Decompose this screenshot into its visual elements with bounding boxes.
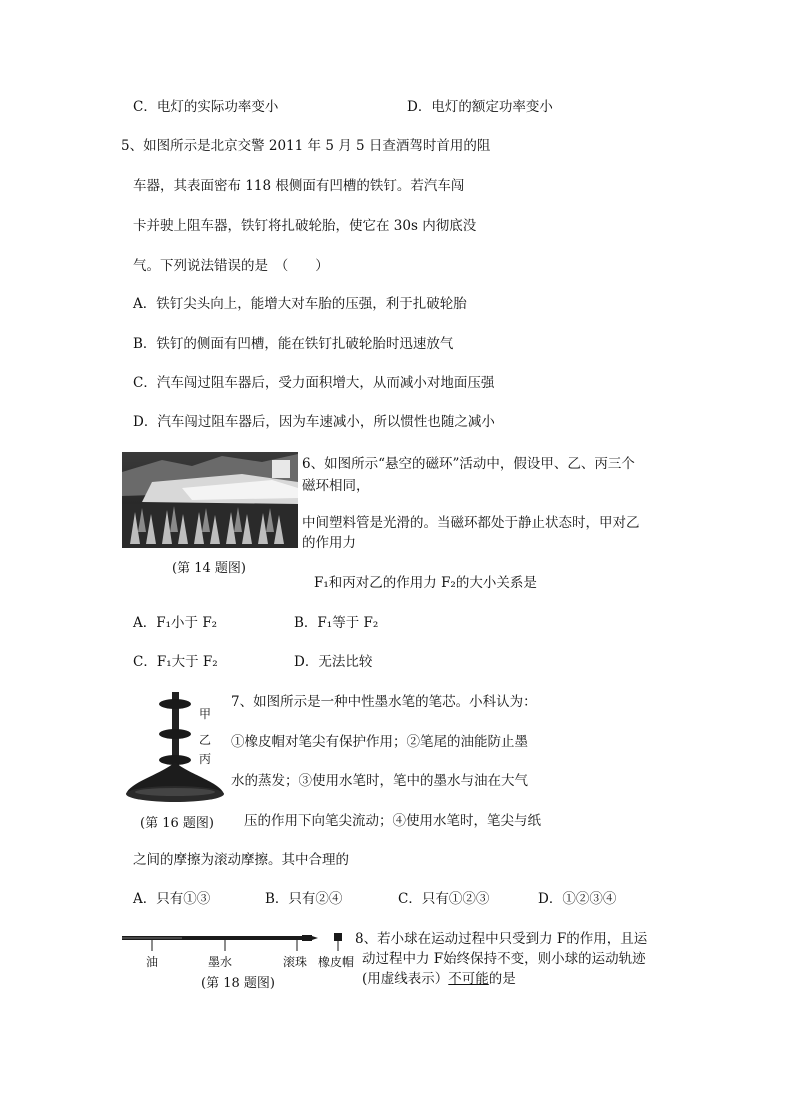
q5-option-a: A．铁钉尖头向上，能增大对车胎的压强，利于扎破轮胎 <box>133 296 467 312</box>
q6-option-c: C．F₁大于 F₂ <box>133 654 218 670</box>
q8-stem-line-3 <box>362 970 516 988</box>
q8-stem-line-1: 8、若小球在运动过程中只受到力 F的作用，且运 <box>355 931 648 947</box>
q5-stem-line-3: 卡并驶上阻车器，铁钉将扎破轮胎，使它在 30s 内彻底没 <box>133 218 477 234</box>
q6-stem-line-5: F₁和丙对乙的作用力 F₂的大小关系是 <box>314 575 537 591</box>
pen-label-oil: 油 <box>146 955 159 969</box>
q8-stem-line-2: 动过程中力 F始终保持不变，则小球的运动轨迹 <box>362 951 646 967</box>
q7-stem-line-3: 水的蒸发；③使用水笔时，笔中的墨水与油在大气 <box>231 773 528 789</box>
spike-strip-photo <box>122 452 298 548</box>
pen-label-ink: 墨水 <box>208 955 233 969</box>
ring-label-yi: 乙 <box>199 733 212 747</box>
q6-figure-caption: (第 14 题图) <box>172 561 246 576</box>
magnetic-rings-figure <box>122 690 232 808</box>
ring-label-jia: 甲 <box>199 707 212 721</box>
pen-label-rubber-cap: 橡皮帽 <box>318 955 355 969</box>
q8-line3-underlined: 不可能 <box>448 971 489 987</box>
q6-stem-line-1: 6、如图所示“悬空的磁环”活动中，假设甲、乙、丙三个 <box>302 456 635 472</box>
q7-stem-line-2: ①橡皮帽对笔尖有保护作用；②笔尾的油能防止墨 <box>231 734 528 750</box>
q7-option-a: A．只有①③ <box>133 891 211 907</box>
q5-stem-line-1: 5、如图所示是北京交警 2011 年 5 月 5 日查酒驾时首用的阻 <box>121 138 491 154</box>
q5-option-c: C．汽车闯过阻车器后，受力面积增大，从而减小对地面压强 <box>133 375 495 391</box>
q5-stem-line-4: 气。下列说法错误的是 （ ） <box>133 258 329 274</box>
q5-option-b: B．铁钉的侧面有凹槽，能在铁钉扎破轮胎时迅速放气 <box>133 336 454 352</box>
q6-option-d: D．无法比较 <box>294 654 373 670</box>
q4-option-c: C．电灯的实际功率变小 <box>133 99 279 115</box>
q8-line3-suffix: 的是 <box>488 971 516 987</box>
ring-label-bing: 丙 <box>199 752 212 766</box>
q7-stem-line-4: 压的作用下向笔尖流动；④使用水笔时，笔尖与纸 <box>244 813 541 829</box>
q6-stem-line-2: 磁环相同， <box>302 478 370 494</box>
q5-stem-line-2: 车器，其表面密布 118 根侧面有凹槽的铁钉。若汽车闯 <box>133 178 465 194</box>
q7-stem-line-5: 之间的摩擦为滚动摩擦。其中合理的 <box>133 852 349 868</box>
q6-option-a: A．F₁小于 F₂ <box>133 615 218 631</box>
q6-option-b: B．F₁等于 F₂ <box>294 615 379 631</box>
q4-option-d: D．电灯的额定功率变小 <box>407 99 553 115</box>
q6-stem-line-4: 的作用力 <box>302 535 356 551</box>
q6-stem-line-3: 中间塑料管是光滑的。当磁环都处于静止状态时，甲对乙 <box>302 515 640 531</box>
q7-option-b: B．只有②④ <box>265 891 343 907</box>
q7-figure-caption: (第 16 题图) <box>140 816 214 831</box>
q8-figure-caption: (第 18 题图) <box>201 976 275 991</box>
pen-label-ball: 滚珠 <box>283 955 308 969</box>
q8-line3-prefix: (用虚线表示） <box>362 971 449 987</box>
q5-option-d: D．汽车闯过阻车器后，因为车速减小，所以惯性也随之减小 <box>133 414 495 430</box>
q7-option-d: D．①②③④ <box>538 891 617 907</box>
q7-option-c: C．只有①②③ <box>398 891 490 907</box>
q7-stem-line-1: 7、如图所示是一种中性墨水笔的笔芯。小科认为： <box>231 694 537 710</box>
